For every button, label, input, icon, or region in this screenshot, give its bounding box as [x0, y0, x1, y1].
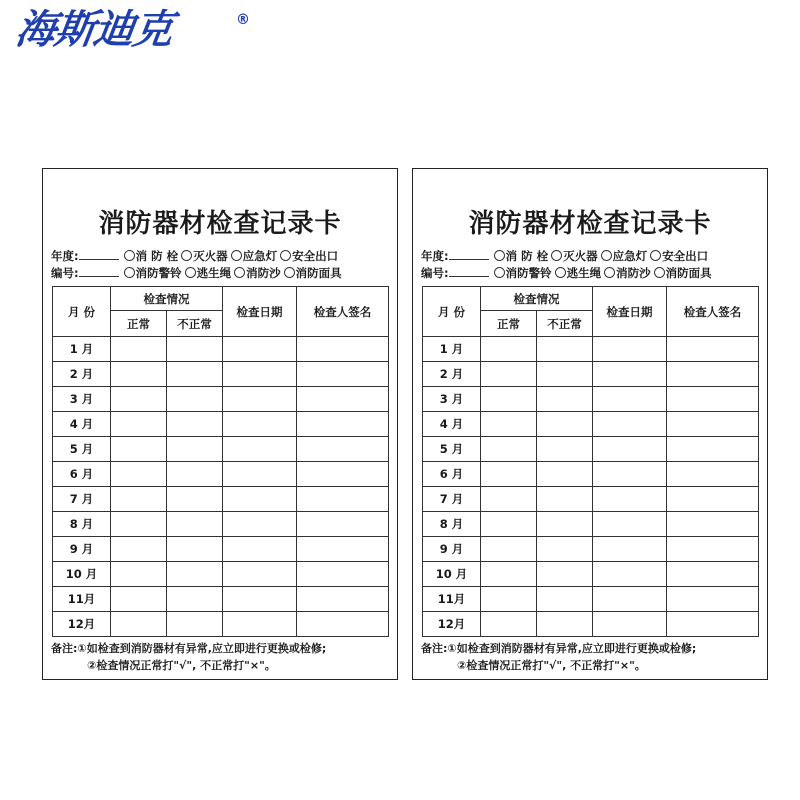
card-title: 消防器材检查记录卡 [468, 209, 712, 239]
signature-cell [297, 362, 389, 387]
header-normal: 正常 [111, 311, 167, 337]
record-card-left [42, 168, 398, 680]
date-cell [593, 562, 667, 587]
date-cell [223, 337, 297, 362]
month-cell: 7 月 [423, 487, 481, 512]
abnormal-cell [537, 587, 593, 612]
normal-cell [111, 612, 167, 637]
signature-cell [667, 587, 759, 612]
table-row [423, 362, 759, 387]
registered-mark: ® [236, 12, 250, 28]
month-cell: 1 月 [53, 337, 111, 362]
table-row [53, 587, 389, 612]
month-cell: 12月 [423, 612, 481, 637]
option-label: 安全出口 [292, 249, 339, 263]
table-row [53, 537, 389, 562]
checkbox-circle-icon [555, 267, 566, 278]
checkbox-circle-icon [654, 267, 665, 278]
table-row [423, 587, 759, 612]
table-row [53, 437, 389, 462]
abnormal-cell [167, 512, 223, 537]
month-cell: 5 月 [423, 437, 481, 462]
month-cell: 3 月 [53, 387, 111, 412]
record-table [52, 286, 389, 637]
signature-cell [297, 412, 389, 437]
normal-cell [111, 487, 167, 512]
option-label: 消 防 栓 [505, 249, 549, 263]
month-cell: 3 月 [423, 387, 481, 412]
number-blank [449, 266, 489, 277]
signature-cell [297, 537, 389, 562]
abnormal-cell [167, 387, 223, 412]
normal-cell [481, 537, 537, 562]
month-cell: 2 月 [423, 362, 481, 387]
date-cell [223, 412, 297, 437]
date-cell [593, 587, 667, 612]
abnormal-cell [537, 437, 593, 462]
table-row [53, 462, 389, 487]
normal-cell [111, 337, 167, 362]
normal-cell [481, 337, 537, 362]
month-cell: 5 月 [53, 437, 111, 462]
signature-cell [667, 337, 759, 362]
abnormal-cell [537, 612, 593, 637]
normal-cell [481, 387, 537, 412]
header-signature: 检查人签名 [667, 287, 759, 337]
year-blank [449, 249, 489, 260]
month-cell: 9 月 [53, 537, 111, 562]
table-row [423, 437, 759, 462]
note-1: ①如检查到消防器材有异常,应立即进行更换或检修; [77, 642, 327, 655]
month-cell: 11月 [53, 587, 111, 612]
signature-cell [667, 562, 759, 587]
number-blank [79, 266, 119, 277]
normal-cell [481, 562, 537, 587]
signature-cell [667, 612, 759, 637]
date-cell [593, 337, 667, 362]
table-row [423, 537, 759, 562]
table-row [53, 412, 389, 437]
signature-cell [297, 387, 389, 412]
date-cell [223, 537, 297, 562]
option-label: 消 防 栓 [135, 249, 179, 263]
abnormal-cell [167, 587, 223, 612]
normal-cell [481, 362, 537, 387]
abnormal-cell [167, 412, 223, 437]
signature-cell [297, 487, 389, 512]
option-label: 消防面具 [295, 266, 342, 280]
abnormal-cell [167, 537, 223, 562]
header-signature: 检查人签名 [297, 287, 389, 337]
month-cell: 12月 [53, 612, 111, 637]
record-table [422, 286, 759, 637]
table-row [423, 337, 759, 362]
header-abnormal: 不正常 [537, 311, 593, 337]
abnormal-cell [537, 387, 593, 412]
signature-cell [667, 537, 759, 562]
number-label: 编号: [421, 266, 449, 280]
signature-cell [667, 512, 759, 537]
header-month: 月 份 [423, 287, 481, 337]
normal-cell [111, 462, 167, 487]
signature-cell [297, 612, 389, 637]
option-label: 消防沙 [246, 266, 281, 280]
abnormal-cell [167, 437, 223, 462]
checkbox-circle-icon [551, 250, 562, 261]
signature-cell [297, 512, 389, 537]
checkbox-circle-icon [494, 250, 505, 261]
header-normal: 正常 [481, 311, 537, 337]
month-cell: 6 月 [53, 462, 111, 487]
signature-cell [667, 362, 759, 387]
date-cell [593, 412, 667, 437]
month-cell: 1 月 [423, 337, 481, 362]
month-cell: 8 月 [423, 512, 481, 537]
abnormal-cell [537, 337, 593, 362]
date-cell [593, 487, 667, 512]
signature-cell [667, 437, 759, 462]
table-row [53, 337, 389, 362]
option-label: 应急灯 [242, 249, 278, 263]
date-cell [593, 387, 667, 412]
abnormal-cell [537, 412, 593, 437]
date-cell [223, 612, 297, 637]
month-cell: 11月 [423, 587, 481, 612]
date-cell [593, 512, 667, 537]
checkbox-circle-icon [604, 267, 615, 278]
table-row [423, 387, 759, 412]
normal-cell [481, 512, 537, 537]
table-row [53, 487, 389, 512]
normal-cell [481, 437, 537, 462]
option-label: 消防沙 [616, 266, 651, 280]
year-blank [79, 249, 119, 260]
signature-cell [297, 462, 389, 487]
month-cell: 6 月 [423, 462, 481, 487]
signature-cell [667, 387, 759, 412]
table-row [423, 512, 759, 537]
month-cell: 9 月 [423, 537, 481, 562]
checkbox-circle-icon [185, 267, 196, 278]
abnormal-cell [537, 562, 593, 587]
abnormal-cell [537, 362, 593, 387]
date-cell [223, 362, 297, 387]
normal-cell [111, 412, 167, 437]
options-row-1 [51, 249, 393, 263]
table-row [423, 612, 759, 637]
checkbox-circle-icon [494, 267, 505, 278]
date-cell [223, 437, 297, 462]
date-cell [223, 587, 297, 612]
date-cell [593, 462, 667, 487]
notes-label: 备注: [51, 642, 78, 655]
abnormal-cell [167, 337, 223, 362]
month-cell: 8 月 [53, 512, 111, 537]
abnormal-cell [167, 462, 223, 487]
header-date: 检查日期 [223, 287, 297, 337]
normal-cell [111, 537, 167, 562]
header-month: 月 份 [53, 287, 111, 337]
table-row [53, 387, 389, 412]
date-cell [593, 612, 667, 637]
abnormal-cell [167, 362, 223, 387]
number-label: 编号: [51, 266, 79, 280]
option-label: 灭火器 [563, 249, 598, 263]
month-cell: 10 月 [423, 562, 481, 587]
header-date: 检查日期 [593, 287, 667, 337]
signature-cell [667, 462, 759, 487]
checkbox-circle-icon [181, 250, 192, 261]
notes-label: 备注: [421, 642, 448, 655]
notes [51, 640, 326, 674]
header-check: 检查情况 [111, 287, 223, 311]
month-cell: 7 月 [53, 487, 111, 512]
options-row-1 [421, 249, 763, 263]
option-label: 应急灯 [612, 249, 648, 263]
normal-cell [481, 462, 537, 487]
option-label: 消防警铃 [505, 266, 552, 280]
note-1: ①如检查到消防器材有异常,应立即进行更换或检修; [447, 642, 697, 655]
normal-cell [111, 512, 167, 537]
checkbox-circle-icon [601, 250, 612, 261]
signature-cell [297, 562, 389, 587]
normal-cell [481, 612, 537, 637]
normal-cell [111, 387, 167, 412]
abnormal-cell [167, 612, 223, 637]
signature-cell [297, 337, 389, 362]
normal-cell [481, 487, 537, 512]
checkbox-circle-icon [231, 250, 242, 261]
card-title: 消防器材检查记录卡 [98, 209, 342, 239]
date-cell [223, 387, 297, 412]
signature-cell [297, 587, 389, 612]
month-cell: 4 月 [423, 412, 481, 437]
year-label: 年度: [421, 249, 449, 263]
notes [421, 640, 696, 674]
date-cell [593, 437, 667, 462]
abnormal-cell [537, 512, 593, 537]
record-card-right [412, 168, 768, 680]
option-label: 灭火器 [193, 249, 228, 263]
options-row-2 [421, 266, 763, 280]
abnormal-cell [537, 487, 593, 512]
table-row [423, 562, 759, 587]
normal-cell [111, 362, 167, 387]
normal-cell [111, 437, 167, 462]
abnormal-cell [167, 562, 223, 587]
note-2: ②检查情况正常打"√", 不正常打"×"。 [87, 659, 276, 672]
option-label: 消防警铃 [135, 266, 182, 280]
options-row-2 [51, 266, 393, 280]
table-row [53, 612, 389, 637]
month-cell: 2 月 [53, 362, 111, 387]
normal-cell [481, 587, 537, 612]
table-row [423, 487, 759, 512]
brand-logo: 海斯迪克 [12, 7, 176, 53]
month-cell: 10 月 [53, 562, 111, 587]
date-cell [223, 562, 297, 587]
abnormal-cell [167, 487, 223, 512]
checkbox-circle-icon [124, 250, 135, 261]
checkbox-circle-icon [234, 267, 245, 278]
option-label: 消防面具 [665, 266, 712, 280]
abnormal-cell [537, 537, 593, 562]
table-row [423, 462, 759, 487]
abnormal-cell [537, 462, 593, 487]
checkbox-circle-icon [280, 250, 291, 261]
table-row [423, 412, 759, 437]
checkbox-circle-icon [124, 267, 135, 278]
month-cell: 4 月 [53, 412, 111, 437]
header-check: 检查情况 [481, 287, 593, 311]
date-cell [223, 462, 297, 487]
header-abnormal: 不正常 [167, 311, 223, 337]
signature-cell [297, 437, 389, 462]
normal-cell [481, 412, 537, 437]
signature-cell [667, 412, 759, 437]
normal-cell [111, 562, 167, 587]
checkbox-circle-icon [650, 250, 661, 261]
option-label: 安全出口 [662, 249, 709, 263]
date-cell [223, 512, 297, 537]
year-label: 年度: [51, 249, 79, 263]
date-cell [593, 537, 667, 562]
note-2: ②检查情况正常打"√", 不正常打"×"。 [457, 659, 646, 672]
option-label: 逃生绳 [196, 266, 232, 280]
normal-cell [111, 587, 167, 612]
table-row [53, 512, 389, 537]
date-cell [593, 362, 667, 387]
checkbox-circle-icon [284, 267, 295, 278]
date-cell [223, 487, 297, 512]
signature-cell [667, 487, 759, 512]
table-row [53, 562, 389, 587]
table-row [53, 362, 389, 387]
option-label: 逃生绳 [566, 266, 602, 280]
